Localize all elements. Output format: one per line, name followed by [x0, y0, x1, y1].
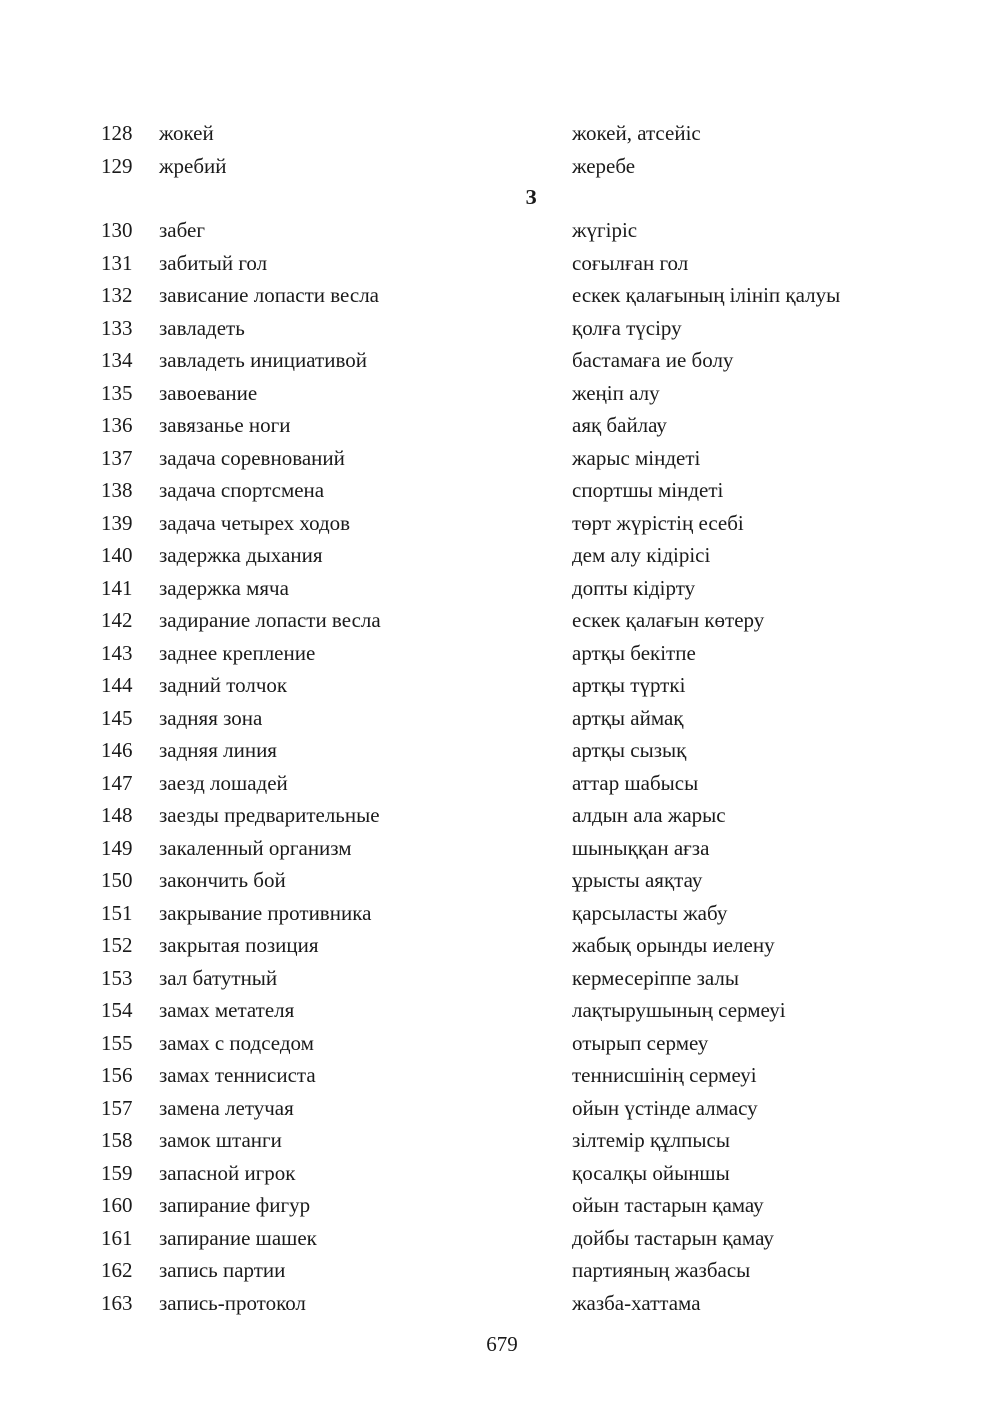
kazakh-term: қосалқы ойыншы: [572, 1160, 730, 1185]
entry-number: 140: [101, 543, 133, 567]
kazakh-term: ескек қалағын көтеру: [572, 608, 765, 632]
russian-term: задняя зона: [159, 705, 263, 730]
kazakh-term: жокей, атсейіс: [572, 121, 701, 145]
entry-number: 149: [101, 835, 133, 860]
section-letter-heading: З: [525, 185, 537, 209]
entry-number: 155: [101, 1030, 133, 1055]
entry-row: [0, 962, 1004, 995]
kazakh-term: дойбы тастарын қамау: [572, 1225, 774, 1250]
entry-row: [0, 150, 1004, 183]
russian-term: запасной игрок: [159, 1160, 296, 1185]
entry-number: 158: [101, 1128, 133, 1152]
entry-number: 161: [101, 1225, 133, 1250]
entry-row: [0, 247, 1004, 280]
kazakh-term: алдын ала жарыс: [572, 803, 726, 827]
entry-row: [0, 377, 1004, 410]
entry-number: 139: [101, 510, 133, 535]
entry-number: 146: [101, 738, 133, 762]
entry-number: 163: [101, 1290, 133, 1315]
entry-number: 160: [101, 1193, 133, 1217]
kazakh-term: отырып сермеу: [572, 1030, 709, 1055]
kazakh-term: жеребе: [572, 153, 636, 178]
entry-number: 144: [101, 673, 133, 697]
kazakh-term: спортшы міндеті: [572, 478, 724, 502]
entry-number: 128: [101, 121, 133, 145]
kazakh-term: жүгіріс: [572, 218, 638, 242]
entry-number: 133: [101, 315, 133, 340]
entry-number: 132: [101, 283, 133, 307]
entry-row: [0, 1254, 1004, 1287]
entry-number: 151: [101, 900, 133, 925]
russian-term: задача соревнований: [159, 445, 345, 470]
entry-number: 148: [101, 803, 133, 827]
kazakh-term: артқы сызық: [572, 738, 687, 762]
entry-row: [0, 734, 1004, 767]
entry-row: [0, 539, 1004, 572]
entry-number: 147: [101, 770, 133, 795]
entry-row: [0, 442, 1004, 475]
entry-number: 142: [101, 608, 133, 632]
entry-number: 154: [101, 998, 133, 1022]
entry-row: [0, 702, 1004, 735]
entry-row: [0, 604, 1004, 637]
russian-term: запирание шашек: [159, 1225, 317, 1250]
kazakh-term: партияның жазбасы: [572, 1258, 751, 1282]
russian-term: завязанье ноги: [159, 413, 291, 437]
kazakh-term: соғылған гол: [572, 250, 689, 275]
entry-row: [0, 767, 1004, 800]
russian-term: закрытая позиция: [159, 933, 319, 957]
kazakh-term: артқы бекітпе: [572, 640, 696, 665]
entry-number: 134: [101, 348, 133, 372]
entry-number: 131: [101, 250, 133, 275]
entry-number: 157: [101, 1095, 133, 1120]
kazakh-term: аттар шабысы: [572, 770, 699, 795]
kazakh-term: дем алу кідірісі: [572, 543, 711, 567]
russian-term: замок штанги: [159, 1128, 282, 1152]
kazakh-term: шыныққан ағза: [572, 835, 710, 860]
russian-term: закаленный организм: [159, 835, 352, 860]
entry-list: [0, 214, 1004, 1319]
kazakh-term: төрт жүрістің есебі: [572, 510, 744, 535]
russian-term: забег: [159, 218, 205, 242]
entry-number: 152: [101, 933, 133, 957]
entry-row: [0, 1287, 1004, 1320]
russian-term: закончить бой: [159, 868, 286, 892]
russian-term: замах метателя: [159, 998, 295, 1022]
entry-number: 143: [101, 640, 133, 665]
entry-row: [0, 1124, 1004, 1157]
entry-number: 145: [101, 705, 133, 730]
entry-row: [0, 864, 1004, 897]
entry-row: [0, 344, 1004, 377]
entry-number: 130: [101, 218, 133, 242]
kazakh-term: аяқ байлау: [572, 413, 667, 437]
russian-term: задача спортсмена: [159, 478, 325, 502]
entry-number: 150: [101, 868, 133, 892]
entry-row: [0, 279, 1004, 312]
russian-term: задача четырех ходов: [159, 510, 351, 535]
entry-list-top: [0, 117, 1004, 182]
entry-row: [0, 669, 1004, 702]
entry-row: [0, 994, 1004, 1027]
kazakh-term: теннисшінің сермеуі: [572, 1063, 757, 1087]
entry-number: 135: [101, 380, 133, 405]
russian-term: задирание лопасти весла: [159, 608, 381, 632]
kazakh-term: жазба-хаттама: [572, 1290, 701, 1315]
kazakh-term: бастамаға ие болу: [572, 348, 734, 372]
russian-term: завладеть инициативой: [159, 348, 367, 372]
russian-term: завоевание: [159, 380, 258, 405]
kazakh-term: жарыс міндеті: [572, 445, 701, 470]
russian-term: задний толчок: [159, 673, 288, 697]
entry-row: [0, 1059, 1004, 1092]
kazakh-term: ескек қалағының ілініп қалуы: [572, 283, 841, 307]
russian-term: зависание лопасти весла: [159, 283, 379, 307]
entry-number: 136: [101, 413, 133, 437]
kazakh-term: ойын тастарын қамау: [572, 1193, 764, 1217]
entry-row: [0, 1092, 1004, 1125]
entry-row: [0, 897, 1004, 930]
entry-number: 129: [101, 153, 133, 178]
russian-term: задержка дыхания: [159, 543, 323, 567]
kazakh-term: ойын үстінде алмасу: [572, 1095, 758, 1120]
kazakh-term: допты кідірту: [572, 575, 696, 600]
russian-term: запись-протокол: [159, 1290, 306, 1315]
russian-term: задняя линия: [159, 738, 277, 762]
russian-term: замах с подседом: [159, 1030, 314, 1055]
page-number: 679: [486, 1332, 518, 1356]
russian-term: забитый гол: [159, 250, 268, 275]
entry-row: [0, 1157, 1004, 1190]
kazakh-term: артқы түрткі: [572, 673, 686, 697]
entry-number: 162: [101, 1258, 133, 1282]
kazakh-term: ұрысты аяқтау: [572, 868, 703, 892]
entry-row: [0, 507, 1004, 540]
kazakh-term: лақтырушының сермеуі: [572, 998, 786, 1022]
russian-term: замах теннисиста: [159, 1063, 316, 1087]
entry-row: [0, 929, 1004, 962]
kazakh-term: зілтемір құлпысы: [572, 1128, 730, 1152]
entry-row: [0, 1189, 1004, 1222]
entry-number: 159: [101, 1160, 133, 1185]
russian-term: завладеть: [159, 315, 245, 340]
entry-row: [0, 474, 1004, 507]
entry-number: 156: [101, 1063, 133, 1087]
russian-term: жокей: [159, 121, 214, 145]
entry-row: [0, 312, 1004, 345]
entry-row: [0, 1027, 1004, 1060]
kazakh-term: кермесеріппе залы: [572, 965, 739, 990]
entry-row: [0, 117, 1004, 150]
russian-term: запись партии: [159, 1258, 286, 1282]
russian-term: замена летучая: [159, 1095, 294, 1120]
russian-term: запирание фигур: [159, 1193, 311, 1217]
kazakh-term: қарсыласты жабу: [572, 900, 728, 925]
russian-term: заднее крепление: [159, 640, 316, 665]
entry-row: [0, 214, 1004, 247]
russian-term: жребий: [159, 153, 227, 178]
entry-row: [0, 409, 1004, 442]
entry-number: 138: [101, 478, 133, 502]
kazakh-term: жеңіп алу: [572, 380, 660, 405]
russian-term: закрывание противника: [159, 900, 372, 925]
kazakh-term: жабық орынды иелену: [572, 933, 775, 957]
russian-term: зал батутный: [159, 965, 278, 990]
entry-number: 141: [101, 575, 133, 600]
kazakh-term: артқы аймақ: [572, 705, 684, 730]
entry-row: [0, 637, 1004, 670]
russian-term: задержка мяча: [159, 575, 289, 600]
entry-row: [0, 799, 1004, 832]
russian-term: заезды предварительные: [159, 803, 380, 827]
entry-number: 137: [101, 445, 133, 470]
entry-row: [0, 572, 1004, 605]
russian-term: заезд лошадей: [159, 770, 288, 795]
entry-number: 153: [101, 965, 133, 990]
kazakh-term: қолға түсіру: [572, 315, 682, 340]
entry-row: [0, 832, 1004, 865]
entry-row: [0, 1222, 1004, 1255]
